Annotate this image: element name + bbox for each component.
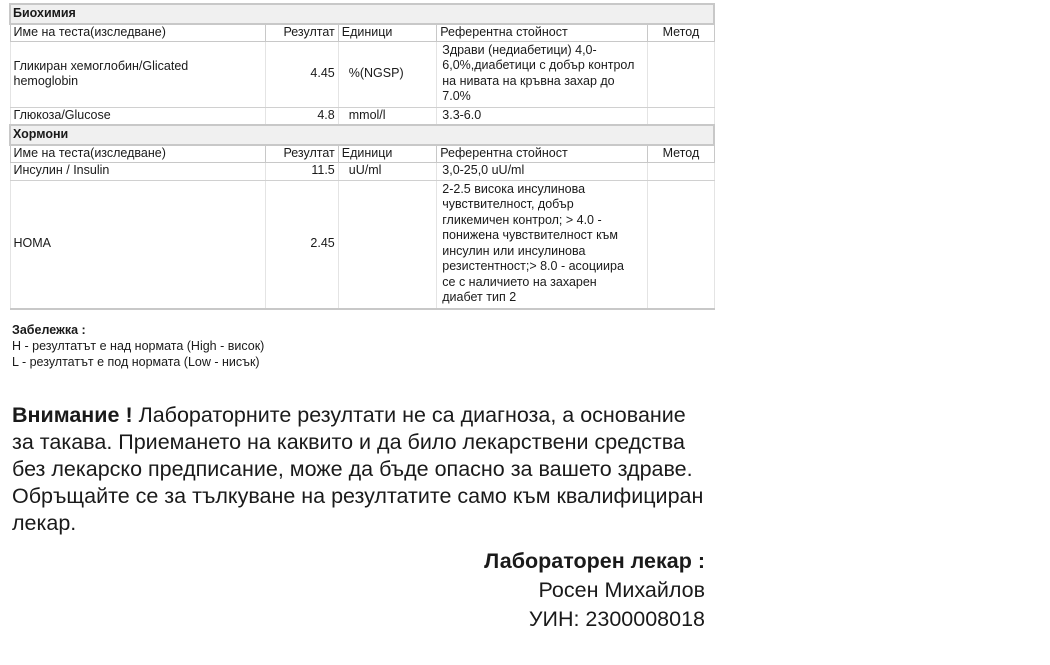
header-result: Резултат <box>265 24 338 42</box>
header-method: Метод <box>648 145 714 163</box>
warning-label: Внимание ! <box>12 403 133 427</box>
test-name: HOMA <box>10 180 265 309</box>
test-method <box>648 41 714 107</box>
table-row <box>10 41 714 107</box>
table-row <box>10 162 714 180</box>
table-row <box>10 180 714 309</box>
test-name: Глюкоза/Glucose <box>10 107 265 125</box>
header-units: Единици <box>338 24 437 42</box>
header-reference: Референтна стойност <box>437 24 648 42</box>
header-reference: Референтна стойност <box>437 145 648 163</box>
doctor-uin: УИН: 2300008018 <box>528 607 705 631</box>
test-units <box>338 180 437 309</box>
test-method <box>648 162 714 180</box>
header-test-name: Име на теста(изследване) <box>10 24 265 42</box>
test-method <box>648 180 714 309</box>
test-result: 11.5 <box>265 162 338 180</box>
test-reference: Здрави (недиабетици) 4,0-6,0%,диабетици с добър контрол на нивата на кръвна захар до 7.0% <box>442 42 635 103</box>
warning-text: Лабораторните резултати не са диагноза, а основание за такава. Приемането на каквито и да било лекарствени средства без лекарско предписание, може да бъде опасно за вашето здраве. Обръщайте се за тълкуване на резултатите само към квалифициран лекар. <box>12 403 704 535</box>
header-test-name: Име на теста(изследване) <box>10 145 265 163</box>
note-title: Забележка : <box>12 323 86 337</box>
table-row <box>10 107 714 125</box>
test-result: 4.45 <box>265 41 338 107</box>
warning-disclaimer <box>12 402 712 537</box>
signature-block <box>484 547 705 634</box>
test-method <box>648 107 714 125</box>
section-header-hormones <box>10 125 714 145</box>
test-reference: 3,0-25,0 uU/ml <box>437 162 648 180</box>
column-headers <box>10 145 714 163</box>
results-table <box>9 3 715 310</box>
test-reference: 3.3-6.0 <box>437 107 648 125</box>
test-units: mmol/l <box>338 107 437 125</box>
section-header-biochemistry <box>10 4 714 24</box>
section-title: Биохимия <box>10 4 714 24</box>
note-high: H - резултатът е над нормата (High - висок) <box>12 339 265 353</box>
test-name: Гликиран хемоглобин/Glicated hemoglobin <box>13 58 189 88</box>
test-result: 2.45 <box>265 180 338 309</box>
test-name: Инсулин / Insulin <box>10 162 265 180</box>
doctor-name: Росен Михайлов <box>538 578 705 602</box>
test-units: %(NGSP) <box>338 41 437 107</box>
header-result: Резултат <box>265 145 338 163</box>
signature-label: Лабораторен лекар : <box>484 549 705 573</box>
test-units: uU/ml <box>338 162 437 180</box>
header-method: Метод <box>648 24 714 42</box>
test-reference: 2-2.5 висока инсулинова чувствителност, добър гликемичен контрол; > 4.0 - понижена чувствителност към инсулин или инсулинова резистентност;> 8.0 - асоциира се с наличието на захарен диабет тип 2 <box>442 181 624 304</box>
column-headers <box>10 24 714 42</box>
legend-note <box>12 322 264 370</box>
header-units: Единици <box>338 145 437 163</box>
section-title: Хормони <box>10 125 714 145</box>
test-result: 4.8 <box>265 107 338 125</box>
note-low: L - резултатът е под нормата (Low - нисък) <box>12 355 260 369</box>
